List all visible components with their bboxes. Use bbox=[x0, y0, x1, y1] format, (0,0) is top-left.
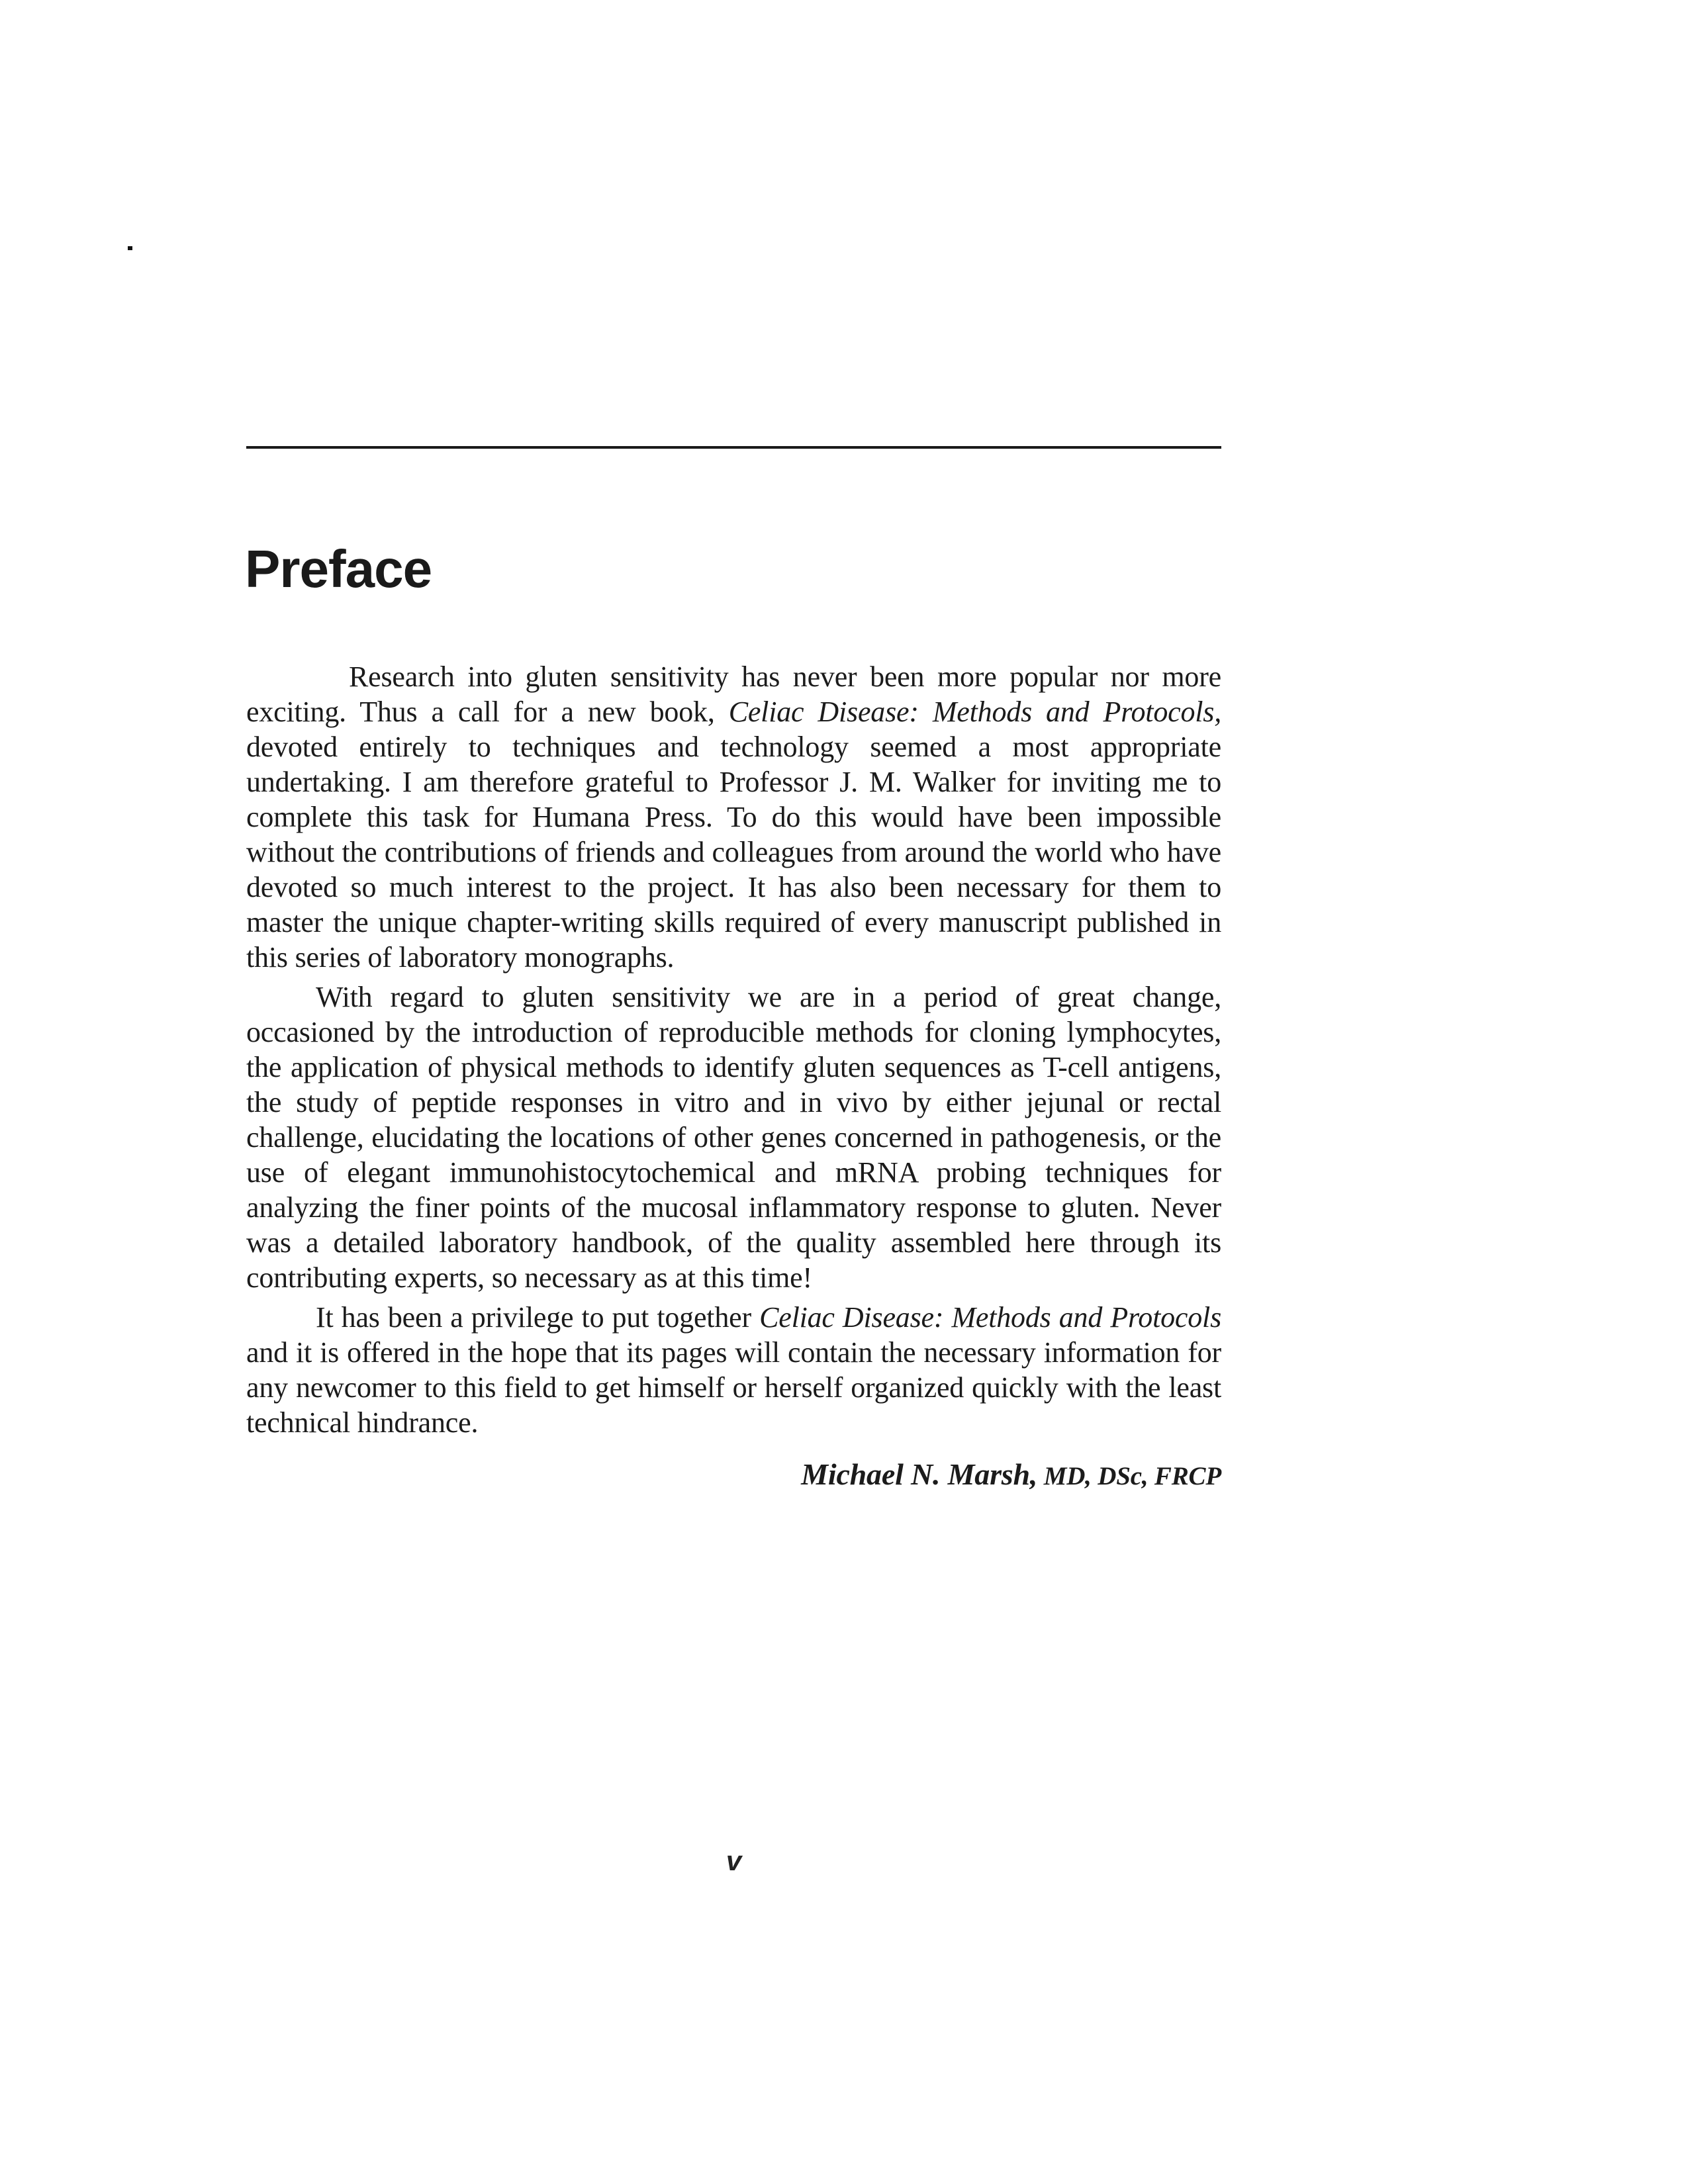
text-segment: With regard to gluten sensitivity we are in a period of great change, occasioned by the introduction of reproducible methods for cloning lymphocytes, the application of physical methods to identify gluten sequences as T-cell antigens, the study of peptide responses in vitro and in vivo by either jejunal or rectal challenge, elucidating the locations of other genes concerned in pathogenesis, or the use of elegant immunohistocytochemical and mRNA probing techniques for analyzing the finer points of the mucosal inflammatory response to gluten. Never was a detailed laboratory handbook, of the quality assembled here through its contributing experts, so necessary as at this time! bbox=[246, 981, 1221, 1294]
author-signature bbox=[246, 1456, 1221, 1495]
book-title-italic: Celiac Disease: Methods and Protocols bbox=[759, 1301, 1221, 1334]
paragraph bbox=[246, 979, 1221, 1295]
scan-artifact-speck bbox=[128, 246, 132, 250]
paragraph bbox=[246, 659, 1221, 975]
page-number: v bbox=[726, 1845, 742, 1876]
preface-body bbox=[246, 659, 1221, 1495]
paragraph bbox=[246, 1300, 1221, 1440]
text-segment: and it is offered in the hope that its pages will contain the necessary information for any newcomer to this field to get himself or herself organized quickly with the least technical hindrance. bbox=[246, 1336, 1221, 1439]
section-divider-rule bbox=[246, 446, 1221, 449]
page-title: Preface bbox=[245, 539, 432, 598]
author-name: Michael N. Marsh, bbox=[801, 1457, 1038, 1491]
text-segment: It has been a privilege to put together bbox=[316, 1301, 760, 1334]
author-credentials: MD, DSc, FRCP bbox=[1037, 1462, 1221, 1490]
book-title-italic: Celiac Disease: Methods and Protocols, bbox=[728, 696, 1222, 728]
text-segment: devoted entirely to techniques and technology seemed a most appropriate undertaking. I am therefore grateful to Professor J. M. Walker for inviting me to complete this task for Humana Press. To do this would have been impossible without the contributions of friends and colleagues from around the world who have devoted so much interest to the project. It has also been necessary for them to master the unique chapter-writing skills required of every manuscript published in this series of laboratory monographs. bbox=[246, 731, 1221, 974]
text-segment: Research into gluten sensitivity has never been more popular nor more exciting. Thus a call for a new book, bbox=[246, 660, 1221, 728]
